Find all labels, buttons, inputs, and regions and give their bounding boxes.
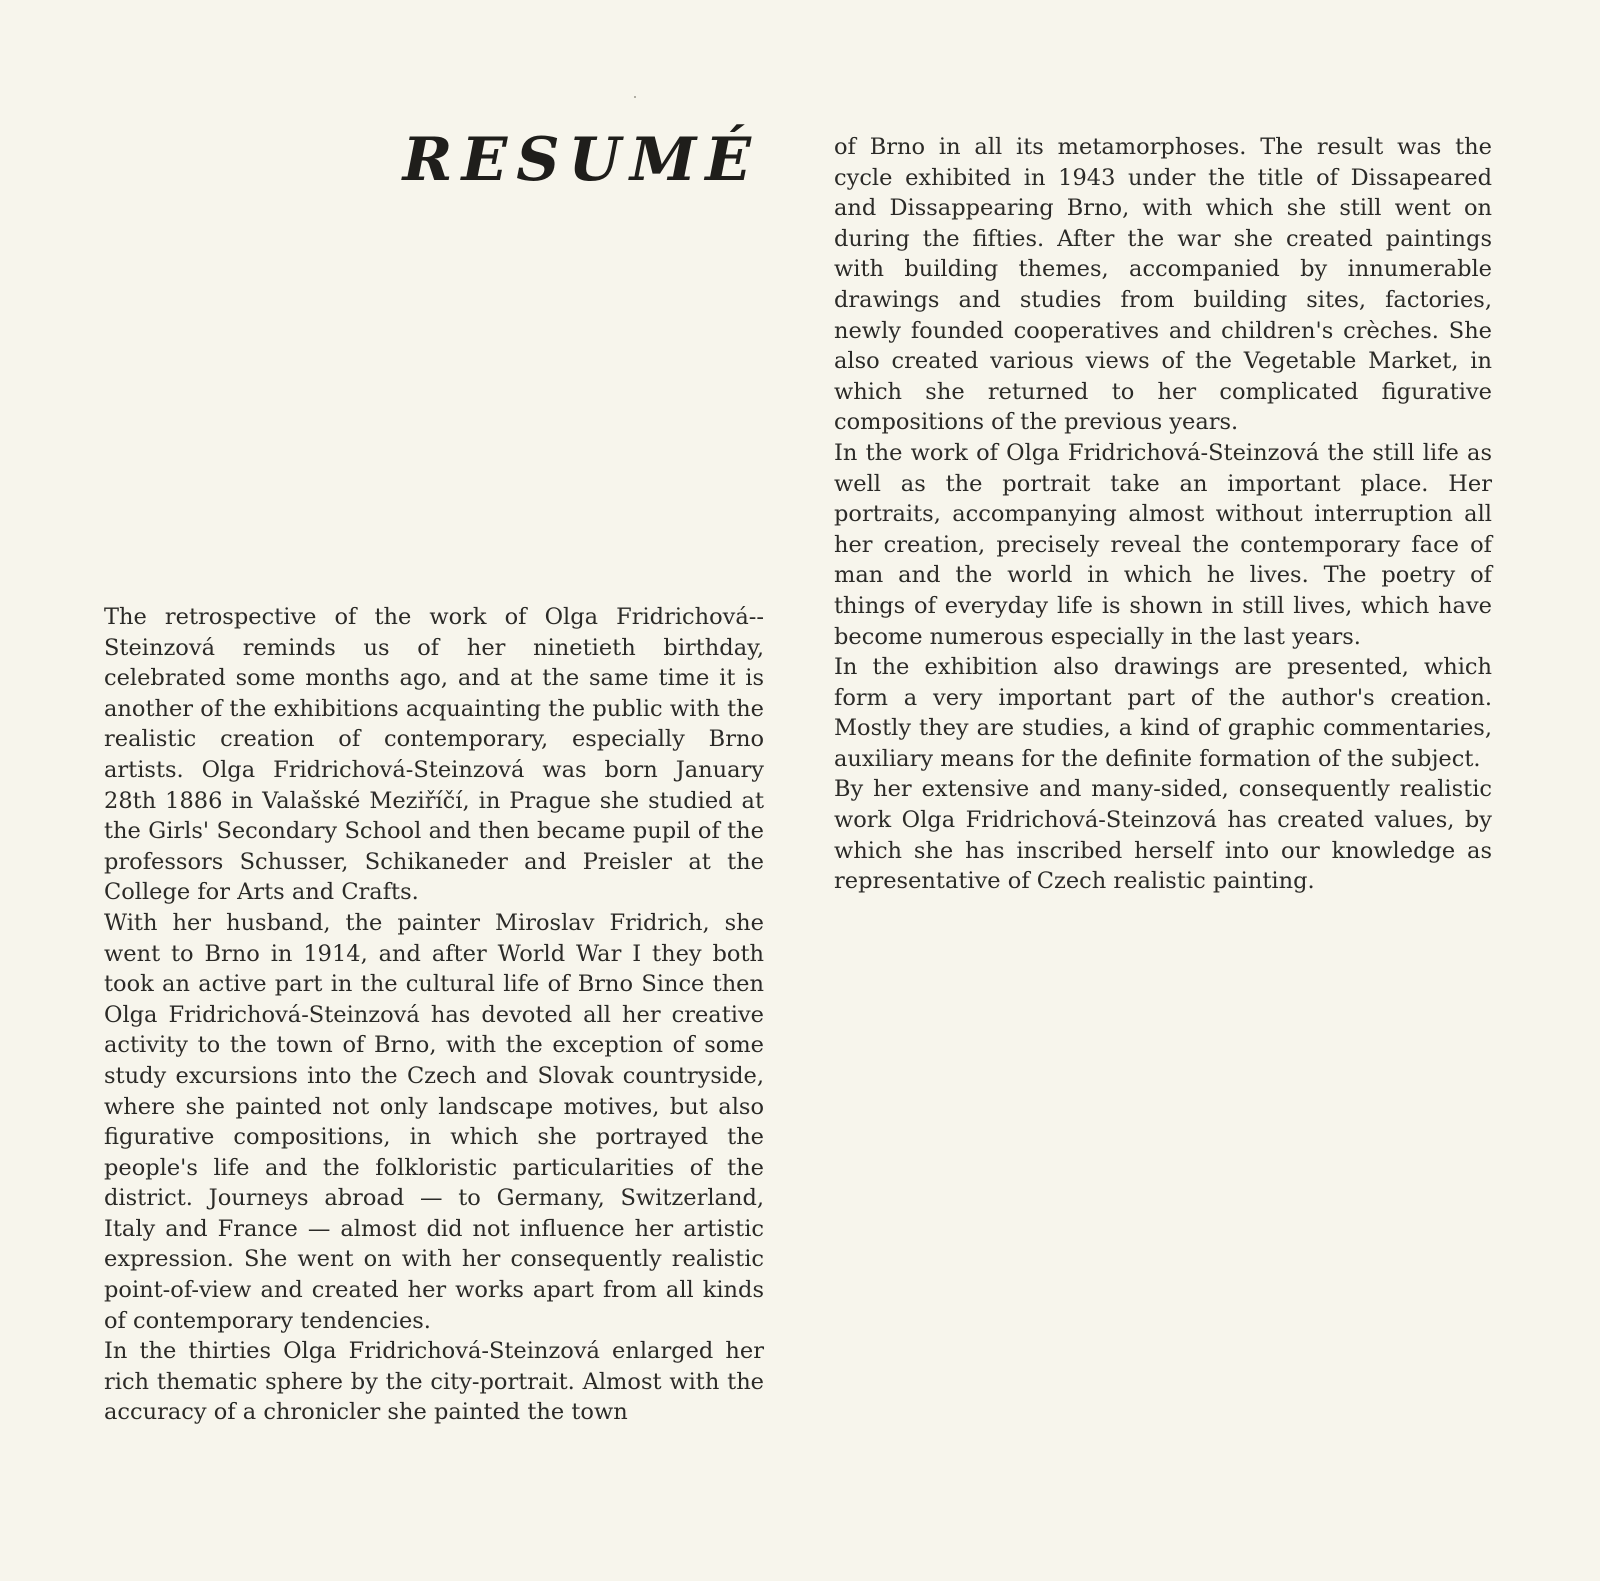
- paragraph: With her husband, the painter Miroslav Fridrich, she went to Brno in 1914, and after World War I they both took an active part in the cultural life of Brno Since then Olga Fridrichová-Steinzová has devoted all her creative activity to the town of Brno, with the exception of some study excursions into the Czech and Slovak countryside, where she painted not only landscape motives, but also figurative compositions, in which she portrayed the people's life and the folkloristic particularities of the district. Journeys abroad — to Germany, Switzerland, Italy and France — almost did not influence her artistic expression. She went on with her consequently realistic point-of-view and created her works apart from all kinds of contemporary tendencies.: [104, 909, 764, 1334]
- page-title: RESUMÉ: [402, 125, 760, 195]
- paragraph: In the thirties Olga Fridrichová-Steinzová enlarged her rich thematic sphere by the city-portrait. Almost with the accuracy of a chronicler she painted the town: [104, 1338, 764, 1426]
- paragraph: of Brno in all its metamorphoses. The result was the cycle exhibited in 1943 under the title of Dissapeared and Dissappearing Brno, with which she still went on during the fifties. After the war she created paintings with building themes, accompanied by innumerable drawings and studies from building sites, factories, newly founded cooperatives and children's crèches. She also created various views of the Vegetable Market, in which she returned to her complicated figurative compositions of the previous years.: [834, 134, 1492, 436]
- left-column: [104, 602, 764, 1428]
- paragraph: In the exhibition also drawings are presented, which form a very important part of the author's creation. Mostly they are studies, a kind of graphic commentaries, auxiliary means for the definite formation of the subject.: [834, 654, 1492, 772]
- paragraph: The retrospective of the work of Olga Fridrichová--Steinzová reminds us of her ninetieth birthday, celebrated some months ago, and at the same time it is another of the exhibitions acquainting the public with the realistic creation of contemporary, especially Brno artists. Olga Fridrichová-Steinzová was born January 28th 1886 in Valašské Meziříčí, in Prague she studied at the Girls' Secondary School and then became pupil of the professors Schusser, Schikaneder and Preisler at the College for Arts and Crafts.: [104, 604, 764, 906]
- paper-speck: [634, 96, 636, 98]
- right-column: [834, 132, 1492, 897]
- paragraph: In the work of Olga Fridrichová-Steinzová the still life as well as the portrait take an important place. Her portraits, accompanying almost without interruption all her creation, precisely reveal the contemporary face of man and the world in which he lives. The poetry of things of everyday life is shown in still lives, which have become numerous especially in the last years.: [834, 439, 1492, 650]
- paragraph: By her extensive and many-sided, consequently realistic work Olga Fridrichová-Steinzová has created values, by which she has inscribed herself into our knowledge as representative of Czech realistic painting.: [834, 776, 1492, 895]
